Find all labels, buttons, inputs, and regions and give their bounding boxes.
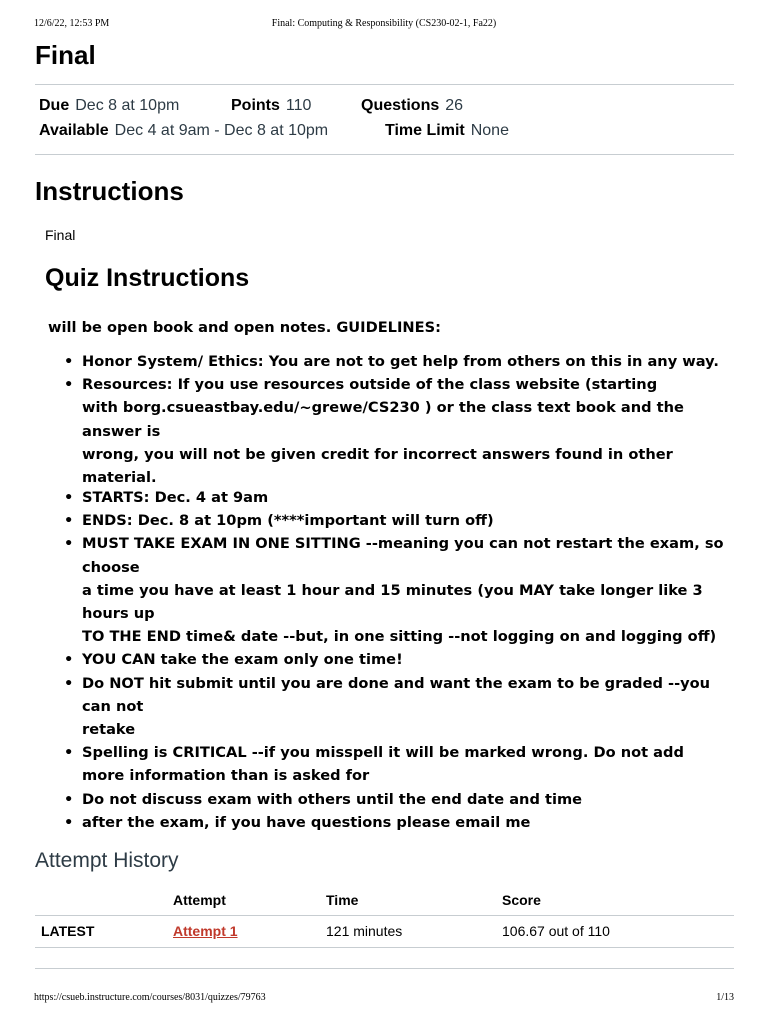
- due-label: Due: [39, 97, 70, 114]
- instructions-heading: Instructions: [35, 176, 184, 206]
- questions-value: 26: [445, 97, 464, 114]
- guideline-item: [64, 672, 729, 742]
- column-header-attempt: Attempt: [173, 892, 226, 908]
- guideline-line: Spelling is CRITICAL --if you misspell it will be marked wrong. Do not add: [82, 744, 684, 762]
- print-url: https://csueb.instructure.com/courses/8031/quizzes/79763: [34, 992, 266, 1003]
- quiz-instructions-heading: Quiz Instructions: [45, 264, 250, 292]
- guideline-item: [64, 509, 729, 532]
- bullet-dot: •: [64, 651, 74, 669]
- guidelines-list-1: [64, 350, 729, 489]
- guidelines-list-2: [64, 486, 729, 834]
- row-label-latest: LATEST: [41, 923, 95, 939]
- guideline-item: [64, 373, 729, 489]
- guideline-item: [64, 788, 729, 811]
- bullet-dot: •: [64, 376, 74, 394]
- guideline-item: [64, 532, 729, 648]
- available-value: Dec 4 at 9am - Dec 8 at 10pm: [114, 122, 329, 139]
- print-page-number: 1/13: [716, 992, 734, 1003]
- column-header-score: Score: [502, 892, 541, 908]
- guideline-item: [64, 486, 729, 509]
- table-header-divider: [35, 915, 734, 916]
- time-limit-label: Time Limit: [385, 122, 465, 139]
- attempt-history-heading: Attempt History: [35, 849, 179, 872]
- guideline-line: retake: [82, 721, 136, 739]
- guideline-line: Honor System/ Ethics: You are not to get help from others on this in any way.: [82, 353, 719, 370]
- questions-label: Questions: [361, 97, 440, 114]
- bullet-dot: •: [64, 790, 74, 808]
- points-info: [231, 97, 311, 115]
- guideline-item: [64, 648, 729, 671]
- guideline-line: Do not discuss exam with others until the end date and time: [82, 790, 583, 808]
- guideline-item: [64, 741, 729, 787]
- table-row-divider: [35, 947, 734, 948]
- guideline-line: ENDS: Dec. 8 at 10pm (****important will turn off): [82, 512, 494, 530]
- attempt-1-link[interactable]: Attempt 1: [173, 923, 238, 939]
- guideline-line: with borg.csueastbay.edu/~grewe/CS230 ) or the class text book and the answer is: [82, 399, 684, 440]
- guideline-line: Resources: If you use resources outside of the class website (starting: [82, 376, 658, 394]
- bullet-dot: •: [64, 813, 74, 831]
- available-label: Available: [39, 122, 109, 139]
- points-label: Points: [231, 97, 280, 114]
- bullet-dot: •: [64, 353, 74, 370]
- bullet-dot: •: [64, 512, 74, 530]
- print-header: [34, 18, 734, 32]
- questions-info: [361, 97, 463, 115]
- guideline-item: [64, 350, 729, 373]
- bullet-dot: •: [64, 674, 74, 692]
- points-value: 110: [285, 97, 312, 114]
- guideline-line: MUST TAKE EXAM IN ONE SITTING --meaning you can not restart the exam, so choose: [82, 535, 724, 576]
- time-limit-info: [385, 122, 509, 140]
- instructions-intro: Final: [45, 227, 76, 243]
- attempt-score: 106.67 out of 110: [502, 923, 610, 939]
- print-footer: [34, 992, 734, 1006]
- title-divider: [35, 84, 734, 85]
- table-bottom-divider: [35, 968, 734, 969]
- guideline-line: more information than is asked for: [82, 767, 370, 785]
- available-info: [39, 122, 328, 140]
- guideline-line: a time you have at least 1 hour and 15 minutes (you MAY take longer like 3 hours up: [82, 581, 703, 623]
- guideline-line: after the exam, if you have questions please email me: [82, 813, 531, 831]
- guideline-item: [64, 811, 729, 834]
- time-limit-value: None: [470, 122, 509, 139]
- guideline-line: Do NOT hit submit until you are done and want the exam to be graded --you can not: [82, 674, 711, 715]
- guideline-line: wrong, you will not be given credit for incorrect answers found in other material.: [82, 445, 673, 487]
- guideline-line: STARTS: Dec. 4 at 9am: [82, 489, 269, 506]
- due-info: [39, 97, 179, 115]
- guideline-line: YOU CAN take the exam only one time!: [82, 651, 403, 669]
- page-title: Final: [35, 40, 96, 70]
- bullet-dot: •: [64, 744, 74, 762]
- due-value: Dec 8 at 10pm: [75, 97, 180, 114]
- column-header-time: Time: [326, 892, 359, 908]
- bullet-dot: •: [64, 535, 74, 553]
- attempt-time: 121 minutes: [326, 923, 403, 939]
- print-datetime: 12/6/22, 12:53 PM: [34, 18, 110, 29]
- print-document-title: Final: Computing & Responsibility (CS230-02-1, Fa22): [271, 18, 497, 29]
- meta-divider: [35, 154, 734, 155]
- guidelines-lead: will be open book and open notes. GUIDELINES:: [48, 319, 441, 336]
- bullet-dot: •: [64, 489, 74, 506]
- guideline-line: TO THE END time& date --but, in one sitting --not logging on and logging off): [82, 628, 717, 646]
